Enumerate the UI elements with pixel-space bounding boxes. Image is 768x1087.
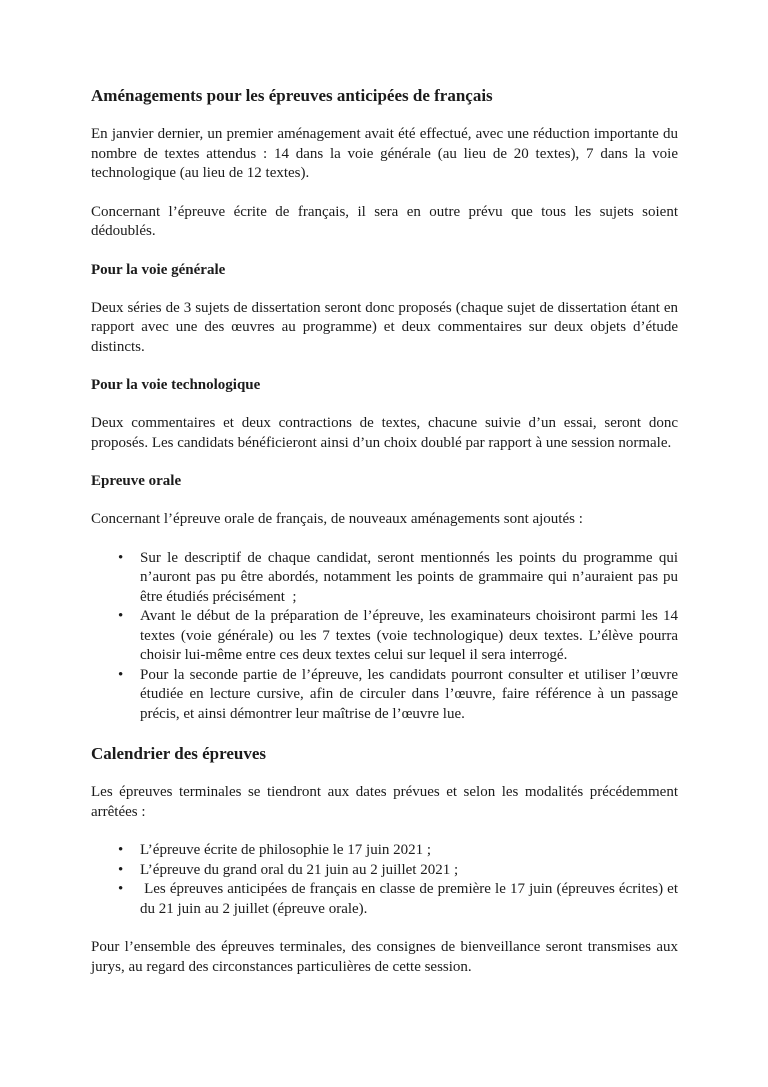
bullet-item: • L’épreuve du grand oral du 21 juin au 2 juillet 2021 ;: [91, 861, 678, 881]
calendrier-outro: Pour l’ensemble des épreuves terminales, des consignes de bienveillance seront transmises aux jurys, au regard des circonstances particulières de cette session.: [91, 939, 678, 975]
bullet-item: • Avant le début de la préparation de l’épreuve, les examinateurs choisiront parmi les 14 textes (voie générale) ou les 7 textes (voie technologique) deux textes. L’élève pourra choisir lui-même entre ces deux textes celui sur lequel il sera interrogé.: [91, 607, 678, 666]
calendrier-bullet-list: [91, 841, 678, 919]
epreuve-orale-bullet-list: [91, 549, 678, 725]
calendrier-intro: Les épreuves terminales se tiendront aux dates prévues et selon les modalités précédemment arrêtées :: [91, 784, 678, 820]
heading-voie-generale: Pour la voie générale: [91, 261, 226, 278]
intro-paragraph-1: En janvier dernier, un premier aménagement avait été effectué, avec une réduction importante du nombre de textes attendus : 14 dans la voie générale (au lieu de 20 textes), 7 dans la voie technologique (au lieu de 12 textes).: [91, 126, 678, 181]
heading-epreuve-orale: Epreuve orale: [91, 473, 182, 489]
bullet-item: • Les épreuves anticipées de français en classe de première le 17 juin (épreuves écrites) et du 21 juin au 2 juillet (épreuve orale).: [91, 880, 678, 919]
doc-title: Aménagements pour les épreuves anticipées de français: [91, 86, 493, 105]
bullet-item: • Pour la seconde partie de l’épreuve, les candidats pourront consulter et utiliser l’œuvre étudiée en lecture cursive, afin de circuler dans l’œuvre, faire référence à un passage précis, et ainsi démontrer leur maîtrise de l’œuvre lue.: [91, 666, 678, 725]
bullet-item: • Sur le descriptif de chaque candidat, seront mentionnés les points du programme qui n’auront pas pu être abordés, notamment les points de grammaire qui n’auraient pas pu être étudiés précisément ;: [91, 549, 678, 608]
epreuve-orale-intro: Concernant l’épreuve orale de français, de nouveaux aménagements sont ajoutés :: [91, 511, 583, 527]
voie-generale-paragraph: Deux séries de 3 sujets de dissertation seront donc proposés (chaque sujet de dissertation étant en rapport avec une des œuvres au programme) et deux commentaires sur deux objets d’étude distincts.: [91, 299, 678, 355]
intro-paragraph-2: Concernant l’épreuve écrite de français, il sera en outre prévu que tous les sujets soient dédoublés.: [91, 203, 678, 239]
voie-technologique-paragraph: Deux commentaires et deux contractions de textes, chacune suivie d’un essai, seront donc proposés. Les candidats bénéficieront ainsi d’un choix doublé par rapport à une session normale.: [91, 415, 678, 451]
bullet-item: • L’épreuve écrite de philosophie le 17 juin 2021 ;: [91, 841, 678, 861]
heading-calendrier: Calendrier des épreuves: [91, 744, 267, 763]
heading-voie-technologique: Pour la voie technologique: [91, 377, 261, 393]
